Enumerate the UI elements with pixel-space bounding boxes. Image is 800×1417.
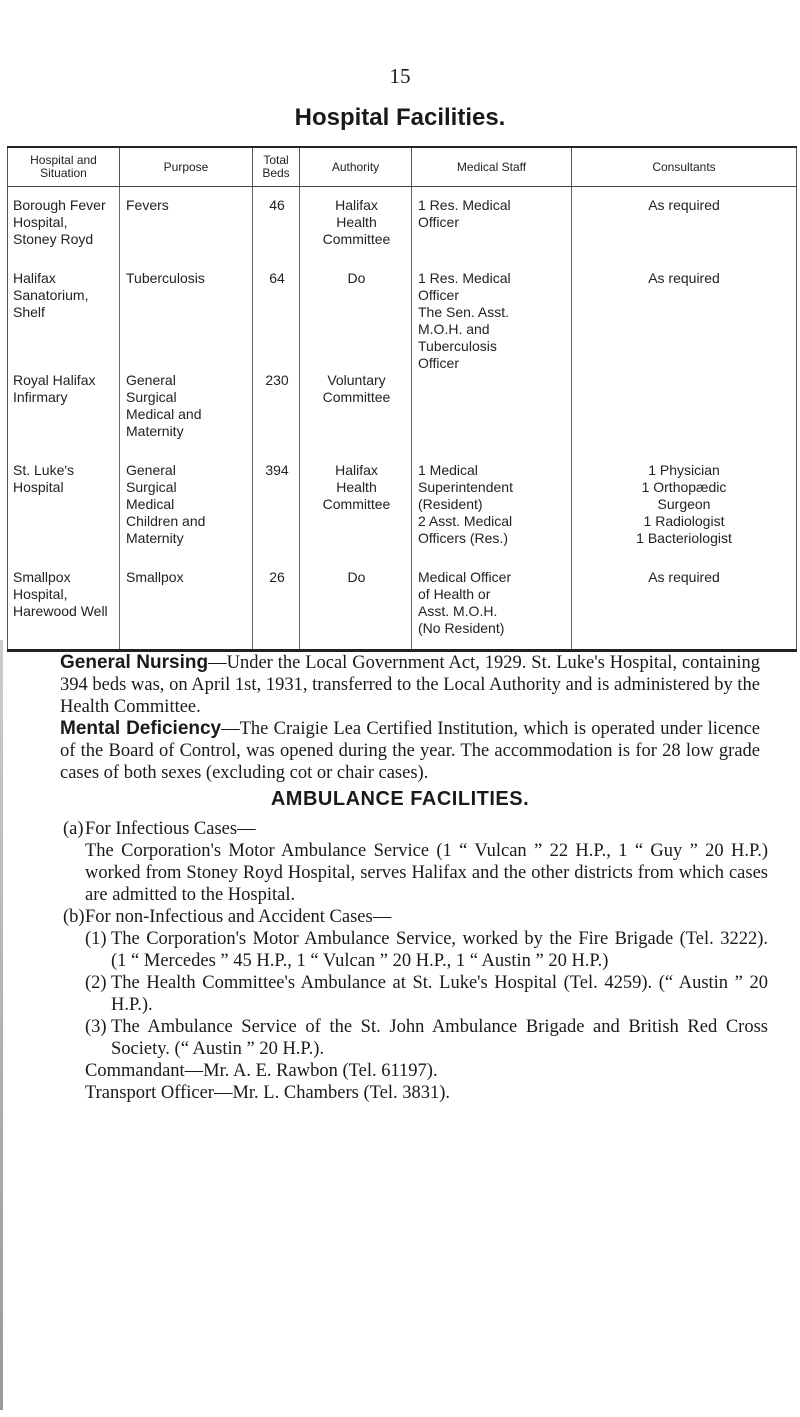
cell-hospital: St. Luke's Hospital <box>13 462 75 495</box>
page-number: 15 <box>389 64 411 88</box>
infectious-cases-text: The Corporation's Motor Ambulance Service (1 “ Vulcan ” 22 H.P., 1 “ Guy ” 20 H.P.) worked from Stoney Royd Hospital, serves Halifax and the other districts from which cases are admitted to the Hospital. <box>85 841 768 905</box>
header-purpose: Purpose <box>120 147 253 187</box>
cell-staff: 1 Res. Medical Officer The Sen. Asst. M.O.H. and Tuberculosis Officer <box>412 260 572 372</box>
non-infectious-list <box>63 928 768 1104</box>
mental-deficiency-paragraph <box>60 718 760 784</box>
transport-officer-line: Transport Officer—Mr. L. Chambers (Tel. 3831). <box>85 1083 451 1103</box>
mental-deficiency-heading: Mental Deficiency <box>60 718 222 739</box>
non-infectious-cases-heading <box>63 906 768 928</box>
cell-beds: 394 <box>253 452 300 559</box>
cell-consultants: As required <box>572 260 797 372</box>
cell-beds: 64 <box>253 260 300 372</box>
cell-purpose: Fevers <box>120 187 253 261</box>
item-text: The Ambulance Service of the St. John Ambulance Brigade and British Red Cross Society. (“ Austin ” 20 H.P.). <box>111 1017 768 1059</box>
table-row <box>8 260 797 372</box>
item-title: For non-Infectious and Accident Cases— <box>85 907 392 927</box>
cell-staff <box>412 372 572 452</box>
cell-beds: 230 <box>253 372 300 452</box>
cell-purpose: Tuberculosis <box>120 260 253 372</box>
item-label: (3) <box>85 1017 107 1037</box>
header-beds: Total Beds <box>253 147 300 187</box>
infectious-cases-heading <box>63 818 768 840</box>
header-authority: Authority <box>300 147 412 187</box>
item-text: The Health Committee's Ambulance at St. Luke's Hospital (Tel. 4259). (“ Austin ” 20 H.P.). <box>111 973 768 1015</box>
cell-authority: Voluntary Committee <box>300 372 412 452</box>
table-row <box>8 187 797 261</box>
item-label: (2) <box>85 973 107 993</box>
header-consultants: Consultants <box>572 147 797 187</box>
general-nursing-paragraph <box>60 652 760 718</box>
item-label: (b) <box>63 907 85 927</box>
item-label: (a) <box>63 819 84 839</box>
cell-consultants: 1 Physician 1 Orthopædic Surgeon 1 Radiologist 1 Bacteriologist <box>572 452 797 559</box>
cell-beds: 26 <box>253 559 300 651</box>
header-hospital: Hospital and Situation <box>8 147 120 187</box>
ambulance-section <box>63 818 768 1104</box>
hospital-facilities-table <box>7 146 797 652</box>
cell-staff: 1 Medical Superintendent (Resident) 2 Asst. Medical Officers (Res.) <box>412 452 572 559</box>
cell-staff: Medical Officer of Health or Asst. M.O.H. (No Resident) <box>412 559 572 651</box>
scan-edge-shadow <box>0 640 3 1410</box>
list-item <box>85 928 768 972</box>
item-label: (1) <box>85 929 107 949</box>
table-header-row <box>8 147 797 187</box>
cell-hospital: Smallpox Hospital, Harewood Well <box>13 569 108 619</box>
cell-purpose: General Surgical Medical and Maternity <box>120 372 253 452</box>
table-row <box>8 452 797 559</box>
cell-beds: 46 <box>253 187 300 261</box>
ambulance-heading: AMBULANCE FACILITIES. <box>270 788 530 810</box>
cell-hospital: Halifax Sanatorium, Shelf <box>13 270 89 320</box>
cell-authority: Halifax Health Committee <box>300 452 412 559</box>
general-nursing-heading: General Nursing <box>60 652 209 673</box>
cell-purpose: General Surgical Medical Children and Maternity <box>120 452 253 559</box>
item-text: The Corporation's Motor Ambulance Service, worked by the Fire Brigade (Tel. 3222). (1 “ Mercedes ” 45 H.P., 1 “ Vulcan ” 20 H.P., 1 “ Austin ” 20 H.P.) <box>111 929 768 971</box>
commandant-line: Commandant—Mr. A. E. Rawbon (Tel. 61197). <box>85 1061 438 1081</box>
cell-hospital: Royal Halifax Infirmary <box>13 372 96 405</box>
page-title: Hospital Facilities. <box>294 104 506 131</box>
cell-hospital: Borough Fever Hospital, Stoney Royd <box>13 197 106 247</box>
list-item <box>85 1016 768 1060</box>
cell-authority: Halifax Health Committee <box>300 187 412 261</box>
cell-authority: Do <box>300 260 412 372</box>
cell-staff: 1 Res. Medical Officer <box>412 187 572 261</box>
header-medical-staff: Medical Staff <box>412 147 572 187</box>
cell-authority: Do <box>300 559 412 651</box>
table-row <box>8 372 797 452</box>
mental-deficiency-text: — The Craigie Lea Certified Institution, which is operated under licence of the Board of Control, was opened during the year. The accommodation is for 28 low grade cases of both sexes (excluding cot or chair cases). <box>60 719 760 783</box>
item-title: For Infectious Cases— <box>85 819 256 839</box>
cell-consultants: As required <box>572 187 797 261</box>
cell-consultants: As required <box>572 559 797 651</box>
general-nursing-text: — Under the Local Government Act, 1929. St. Luke's Hospital, containing 394 beds was, on April 1st, 1931, transferred to the Local Authority and is administered by the Health Committee. <box>60 653 760 717</box>
cell-consultants <box>572 372 797 452</box>
cell-purpose: Smallpox <box>120 559 253 651</box>
list-item <box>85 972 768 1016</box>
table-row <box>8 559 797 651</box>
